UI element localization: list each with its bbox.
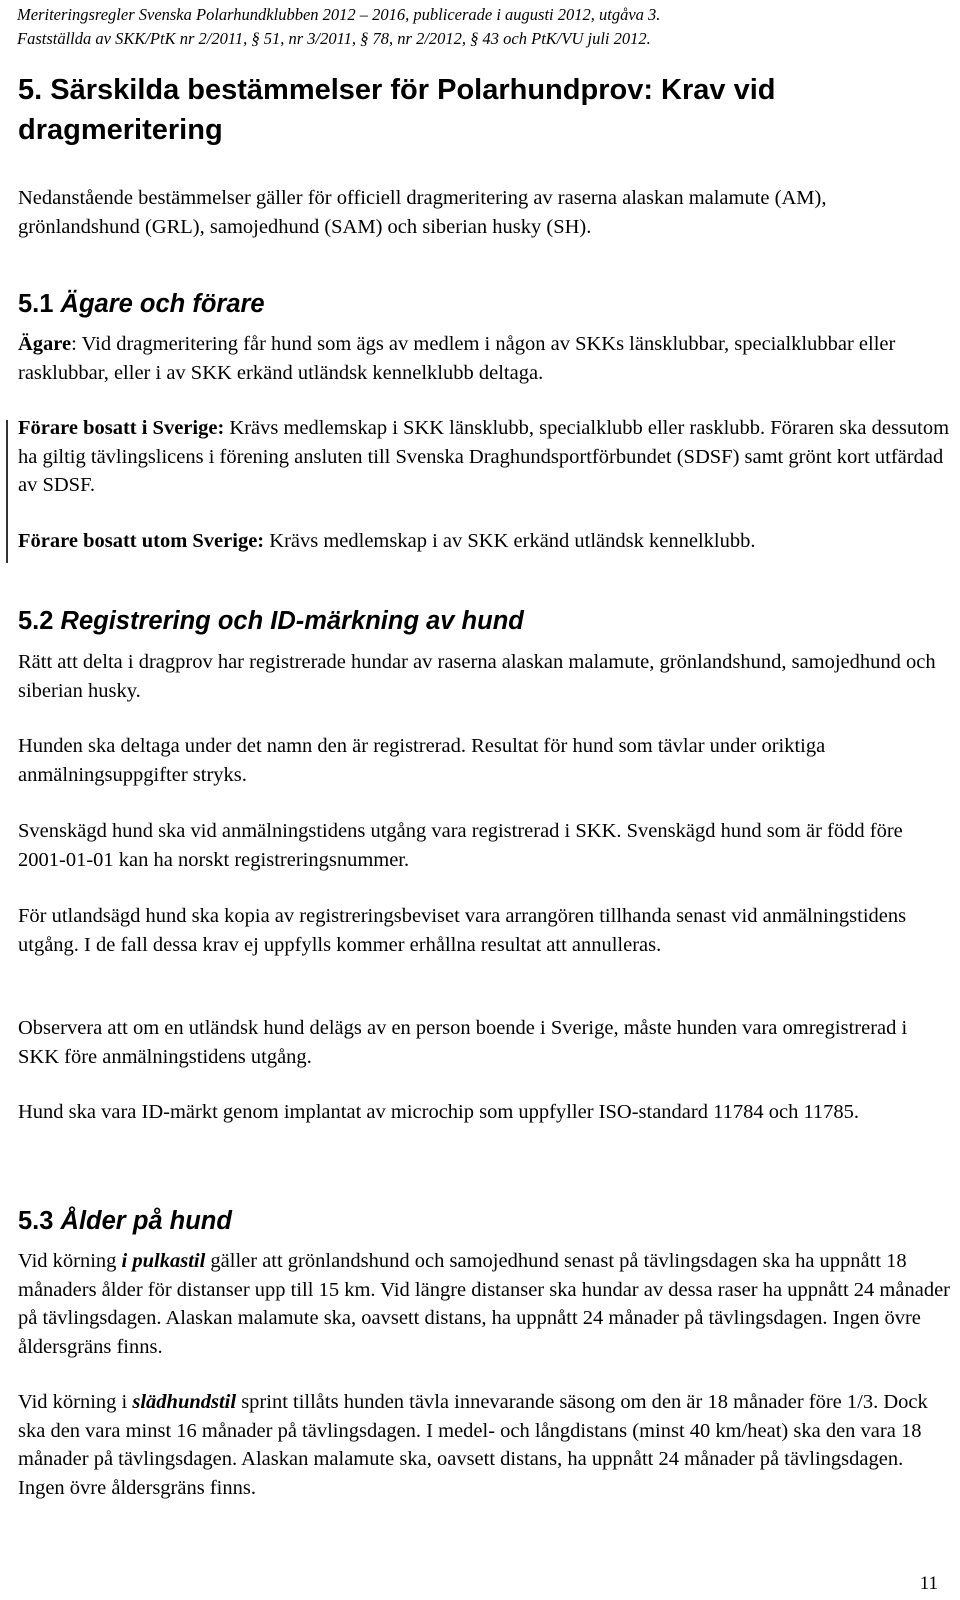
s53-paragraph-1 bbox=[18, 1247, 953, 1361]
s53-p1-post: gäller att grönlandshund och samojedhund senast på tävlingsdagen ska ha uppnått 18 månaders ålder för distanser upp till 15 km. Vid längre distanser ska hundar av dessa raser ha uppnått 24 månader på tävlingsdagen. Alaskan malamute ska, oavsett distans, ha uppnått 24 månader på tävlingsdagen. Ingen övre åldersgräns finns. bbox=[18, 1250, 950, 1358]
section-title: 5. Särskilda bestämmelser för Polarhundprov: Krav vid dragmeritering bbox=[18, 74, 776, 146]
driver-abroad-label: Förare bosatt utom Sverige: bbox=[18, 530, 265, 552]
owner-text: : Vid dragmeritering får hund som ägs av medlem i någon av SKKs länsklubbar, specialklubbar eller rasklubbar, eller i av SKK erkänd utländsk kennelklubb deltaga. bbox=[18, 333, 896, 384]
heading-5-2 bbox=[18, 605, 938, 637]
heading-5-2-title: Registrering och ID-märkning av hund bbox=[60, 607, 524, 635]
s53-p2-emphasis: slädhundstil bbox=[132, 1391, 237, 1413]
s53-p1-emphasis: i pulkastil bbox=[121, 1250, 206, 1272]
section-intro: Nedanstående bestämmelser gäller för officiell dragmeritering av raserna alaskan malamute (AM), grönlandshund (GRL), samojedhund (SAM) och siberian husky (SH). bbox=[18, 187, 827, 238]
heading-5-1 bbox=[18, 288, 938, 320]
header-line-2: Fastställda av SKK/PtK nr 2/2011, § 51, nr 3/2011, § 78, nr 2/2012, § 43 och PtK/VU juli 2012. bbox=[17, 29, 651, 48]
driver-sweden-paragraph bbox=[18, 414, 953, 500]
s52-paragraph-5: Observera att om en utländsk hund delägs av en person boende i Sverige, måste hunden vara omregistrerad i SKK före anmälningstidens utgång. bbox=[18, 1017, 908, 1068]
heading-5-3-title: Ålder på hund bbox=[60, 1207, 232, 1235]
change-bar bbox=[6, 420, 8, 563]
page-number: 11 bbox=[919, 1573, 938, 1594]
s52-paragraph-4: För utlandsägd hund ska kopia av registreringsbeviset vara arrangören tillhanda senast vid anmälningstidens utgång. I de fall dessa krav ej uppfylls kommer erhållna resultat att annulleras. bbox=[18, 905, 907, 956]
heading-5-1-number: 5.1 bbox=[18, 290, 54, 318]
s53-p1-pre: Vid körning bbox=[18, 1250, 122, 1272]
heading-5-3-number: 5.3 bbox=[18, 1207, 54, 1235]
owner-paragraph bbox=[18, 330, 953, 387]
document-header bbox=[17, 3, 947, 51]
heading-5-3 bbox=[18, 1205, 938, 1237]
driver-sweden-text: Krävs medlemskap i SKK länsklubb, specialklubb eller rasklubb. Föraren ska dessutom ha giltig tävlingslicens i förening ansluten till Svenska Draghundsportförbundet (SDSF) samt grönt kort utfärdad av SDSF. bbox=[18, 417, 950, 496]
s52-paragraph-3: Svenskägd hund ska vid anmälningstidens utgång vara registrerad i SKK. Svenskägd hund som är född före 2001-01-01 kan ha norskt registreringsnummer. bbox=[18, 820, 903, 871]
s52-paragraph-6: Hund ska vara ID-märkt genom implantat av microchip som uppfyller ISO-standard 11784 och 11785. bbox=[18, 1101, 860, 1123]
s53-p2-pre: Vid körning i bbox=[18, 1391, 133, 1413]
owner-label: Ägare bbox=[18, 333, 72, 355]
heading-5-1-title: Ägare och förare bbox=[60, 290, 265, 318]
driver-abroad-text: Krävs medlemskap i av SKK erkänd utländsk kennelklubb. bbox=[264, 530, 756, 552]
driver-abroad-paragraph bbox=[18, 527, 953, 556]
heading-5-2-number: 5.2 bbox=[18, 607, 54, 635]
s52-paragraph-2: Hunden ska deltaga under det namn den är registrerad. Resultat för hund som tävlar under oriktiga anmälningsuppgifter stryks. bbox=[18, 735, 826, 786]
driver-sweden-label: Förare bosatt i Sverige: bbox=[18, 417, 225, 439]
s52-paragraph-1: Rätt att delta i dragprov har registrerade hundar av raserna alaskan malamute, grönlandshund, samojedhund och siberian husky. bbox=[18, 651, 936, 702]
s53-p2-post: sprint tillåts hunden tävla innevarande säsong om den är 18 månader före 1/3. Dock ska den vara minst 16 månader på tävlingsdagen. I medel- och långdistans (minst 40 km/heat) ska den vara 18 månader på tävlingsdagen. Alaskan malamute ska, oavsett distans, ha uppnått 24 månader på tävlingsdagen. Ingen övre åldersgräns finns. bbox=[18, 1391, 928, 1499]
s53-paragraph-2 bbox=[18, 1388, 953, 1502]
header-line-1: Meriteringsregler Svenska Polarhundklubben 2012 – 2016, publicerade i augusti 2012, utgåva 3. bbox=[17, 5, 661, 24]
